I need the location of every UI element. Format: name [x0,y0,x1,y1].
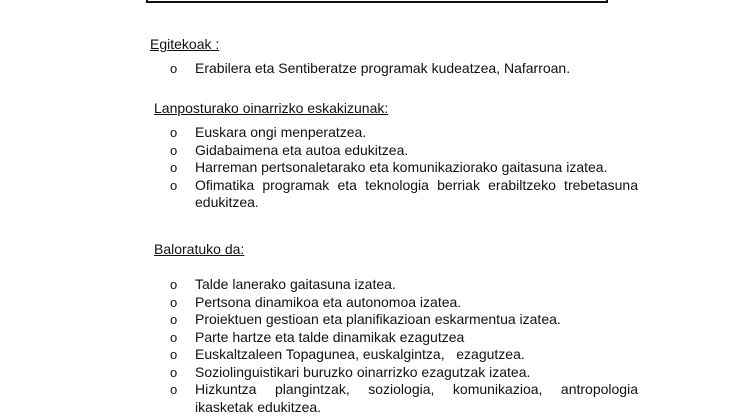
bullet-icon: o [170,381,177,399]
list-item: o Pertsona dinamikoa eta autonomoa izatea. [170,294,638,312]
tasks-list [170,60,610,78]
bullet-icon: o [170,60,177,78]
bullet-icon: o [170,276,177,294]
valued-heading: Baloratuko da: [154,241,244,258]
list-item: o Euskaltzaleen Topagunea, euskalgintza, ezagutzea. [170,346,638,364]
requirements-list [170,124,638,212]
bullet-icon: o [170,124,177,142]
top-box-frame [146,0,608,3]
requirements-heading: Lanposturako oinarrizko eskakizunak: [154,100,388,117]
bullet-icon: o [170,159,177,177]
list-item-continuation: edukitzea. [170,194,638,212]
bullet-icon: o [170,311,177,329]
list-item: o Ofimatika programak eta teknologia berriak erabiltzeko trebetasuna [170,177,638,195]
bullet-icon: o [170,142,177,160]
list-item-continuation: ikasketak edukitzea. [170,399,638,416]
list-item: o Talde lanerako gaitasuna izatea. [170,276,638,294]
list-item: o Euskara ongi menperatzea. [170,124,638,142]
tasks-heading: Egitekoak : [150,36,219,53]
bullet-icon: o [170,177,177,195]
list-item: o Erabilera eta Sentiberatze programak kudeatzea, Nafarroan. [170,60,610,78]
list-item: o Harreman pertsonaletarako eta komunikaziorako gaitasuna izatea. [170,159,638,177]
bullet-icon: o [170,294,177,312]
bullet-icon: o [170,364,177,382]
list-item: o Hizkuntza plangintzak, soziologia, komunikazioa, antropologia [170,381,638,399]
bullet-icon: o [170,346,177,364]
list-item: o Soziolinguistikari buruzko oinarrizko ezagutzak izatea. [170,364,638,382]
list-item: o Gidabaimena eta autoa edukitzea. [170,142,638,160]
list-item: o Parte hartze eta talde dinamikak ezagutzea [170,329,638,347]
list-item: o Proiektuen gestioan eta planifikazioan eskarmentua izatea. [170,311,638,329]
valued-list [170,276,638,416]
bullet-icon: o [170,329,177,347]
